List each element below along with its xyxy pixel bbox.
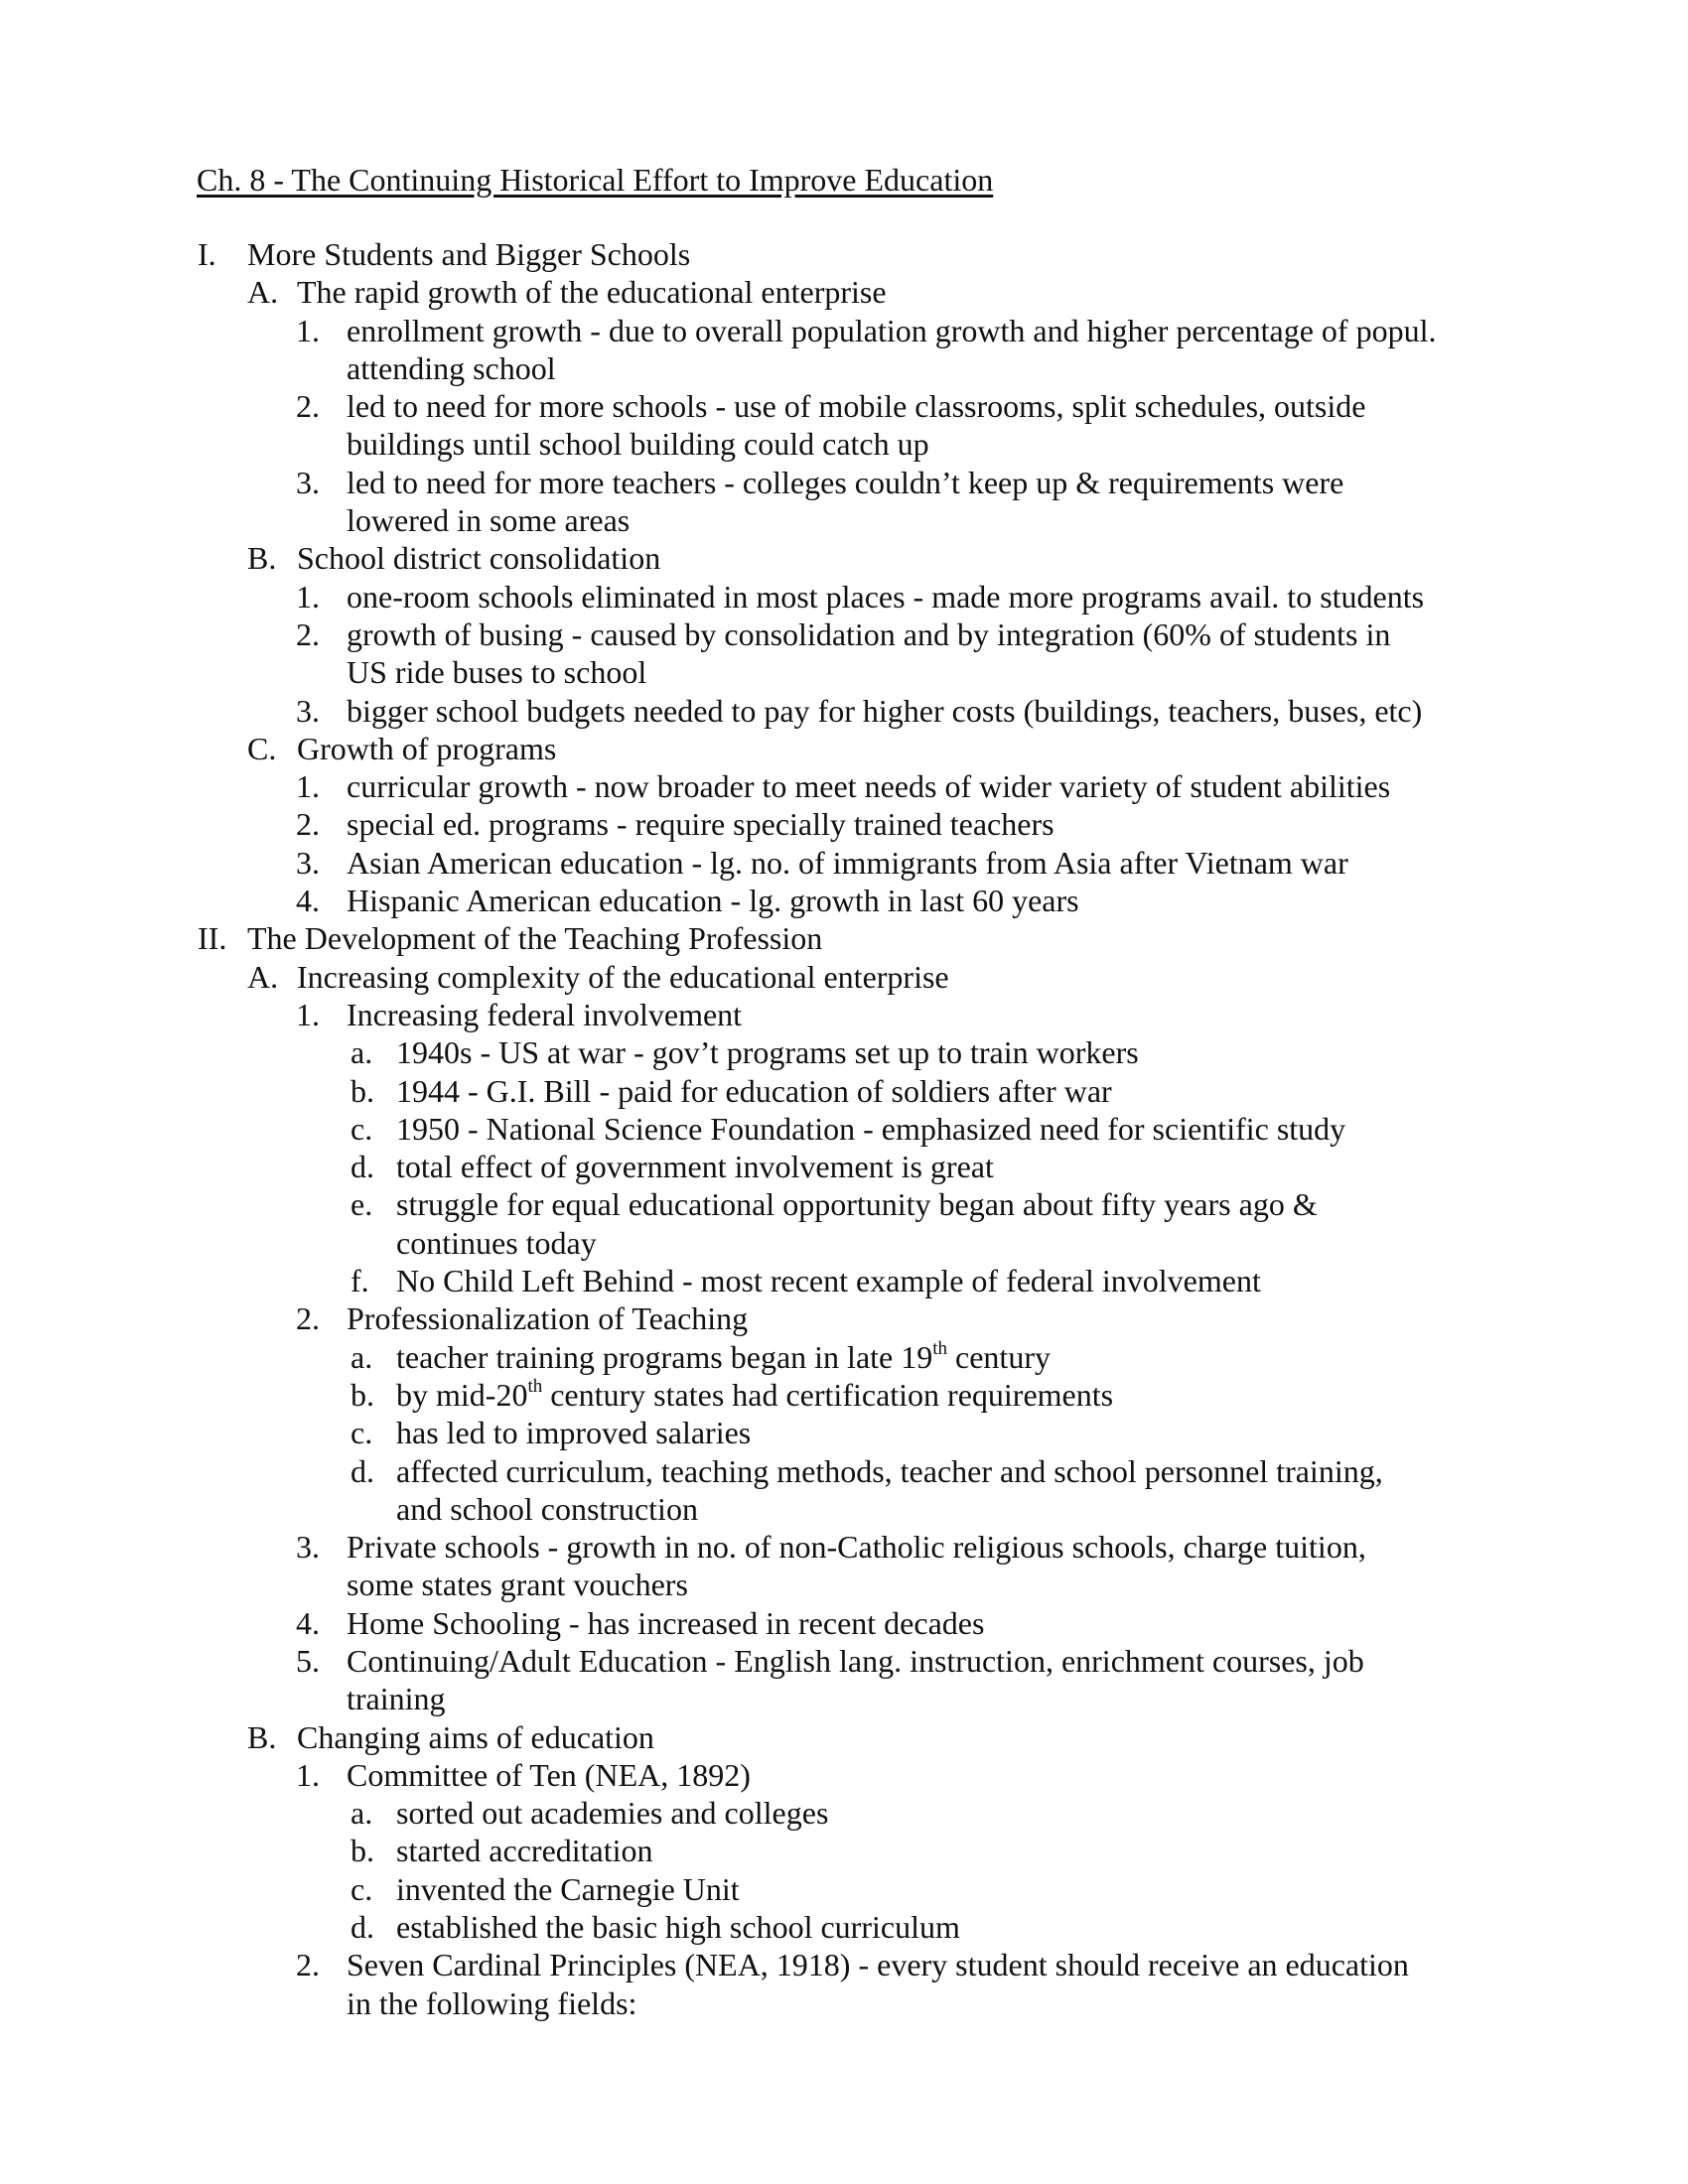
outline-text-line: Professionalization of Teaching — [347, 1300, 749, 1337]
outline-text-line: attending school — [347, 349, 556, 386]
outline-item-level-1 — [0, 235, 1688, 273]
outline-item-level-2 — [0, 539, 1688, 577]
superscript-text: th — [932, 1337, 948, 1359]
outline-text-line: started accreditation — [396, 1833, 653, 1869]
outline-item-level-4 — [0, 1338, 1688, 1376]
outline-item-level-3 — [0, 692, 1688, 730]
outline-marker: 3. — [296, 844, 320, 881]
outline-text-line: Private schools - growth in no. of non-Catholic religious schools, charge tuition, — [347, 1529, 1366, 1566]
outline-item-level-3 — [0, 882, 1688, 919]
outline-text-line: led to need for more teachers - colleges couldn’t keep up & requirements were — [347, 464, 1344, 500]
outline-marker: II. — [198, 920, 227, 957]
outline-text-line: and school construction — [396, 1490, 698, 1527]
outline-item-level-4 — [0, 1185, 1688, 1262]
outline-item-level-4 — [0, 1414, 1688, 1451]
outline-item-level-2 — [0, 958, 1688, 996]
outline-item-level-3 — [0, 578, 1688, 615]
outline-text-line: Growth of programs — [297, 730, 557, 766]
outline-item-level-3 — [0, 312, 1688, 388]
outline-text-line: buildings until school building could catch up — [347, 426, 929, 463]
outline-marker: 1. — [296, 1756, 320, 1793]
outline-text-line: some states grant vouchers — [347, 1567, 688, 1603]
outline-marker: 1. — [296, 768, 320, 805]
outline-text-line: Continuing/Adult Education - English lang. instruction, enrichment courses, job — [347, 1642, 1364, 1679]
outline-marker: b. — [351, 1072, 374, 1109]
outline-text-line: 1944 - G.I. Bill - paid for education of soldiers after war — [396, 1072, 1112, 1109]
outline-item-level-3 — [0, 464, 1688, 540]
outline-marker: B. — [247, 1718, 277, 1755]
outline-text-line: teacher training programs began in late 19th century — [396, 1337, 1051, 1375]
outline-text-line: curricular growth - now broader to meet needs of wider variety of student abilities — [347, 768, 1391, 805]
outline-item-level-3 — [0, 1299, 1688, 1337]
outline-marker: d. — [351, 1909, 374, 1946]
outline-text-line: More Students and Bigger Schools — [247, 236, 691, 272]
outline-text-line: Increasing complexity of the educational enterprise — [297, 958, 949, 995]
outline-marker: a. — [351, 1338, 373, 1375]
outline-item-level-3 — [0, 1642, 1688, 1718]
outline-item-level-3 — [0, 1604, 1688, 1642]
outline-text-line: has led to improved salaries — [396, 1415, 752, 1451]
outline-text-line: by mid-20th century states had certification requirements — [396, 1376, 1114, 1413]
outline-text-line: Increasing federal involvement — [347, 996, 743, 1032]
outline-text-line: School district consolidation — [297, 540, 661, 577]
outline-text-line: established the basic high school curriculum — [396, 1909, 960, 1946]
outline-marker: e. — [351, 1186, 373, 1223]
outline-marker: 2. — [296, 388, 320, 425]
outline-text-line: Asian American education - lg. no. of immigrants from Asia after Vietnam war — [347, 844, 1348, 881]
outline-marker: 2. — [296, 1300, 320, 1337]
outline-text-line: enrollment growth - due to overall population growth and higher percentage of popul. — [347, 312, 1437, 348]
outline-item-level-4 — [0, 1262, 1688, 1299]
outline-item-level-3 — [0, 1946, 1688, 2022]
outline-marker: a. — [351, 1795, 373, 1832]
outline-item-level-3 — [0, 844, 1688, 882]
outline-item-level-3 — [0, 767, 1688, 805]
outline-item-level-2 — [0, 1718, 1688, 1756]
outline-marker: 3. — [296, 1529, 320, 1566]
outline-item-level-1 — [0, 919, 1688, 957]
outline-item-level-3 — [0, 615, 1688, 692]
outline-text-line: Hispanic American education - lg. growth in last 60 years — [347, 883, 1079, 919]
outline-text-line: US ride buses to school — [347, 654, 647, 691]
outline-item-level-4 — [0, 1033, 1688, 1071]
outline-item-level-2 — [0, 730, 1688, 767]
outline-marker: d. — [351, 1452, 374, 1489]
outline-marker: c. — [351, 1870, 373, 1907]
outline-item-level-3 — [0, 805, 1688, 843]
outline-text-line: Seven Cardinal Principles (NEA, 1918) - every student should receive an education — [347, 1947, 1409, 1983]
outline-item-level-3 — [0, 1528, 1688, 1604]
outline-text-line: Changing aims of education — [297, 1718, 654, 1755]
outline-marker: 1. — [296, 578, 320, 614]
outline-text-line: special ed. programs - require specially trained teachers — [347, 806, 1055, 843]
outline-item-level-4 — [0, 1110, 1688, 1148]
outline-marker: B. — [247, 540, 277, 577]
outline-item-level-4 — [0, 1376, 1688, 1414]
outline-item-level-4 — [0, 1832, 1688, 1869]
outline-marker: b. — [351, 1833, 374, 1869]
outline-text-line: Committee of Ten (NEA, 1892) — [347, 1756, 751, 1793]
outline-marker: 5. — [296, 1642, 320, 1679]
outline-item-level-3 — [0, 387, 1688, 464]
outline-marker: c. — [351, 1110, 373, 1147]
outline-marker: f. — [351, 1263, 369, 1299]
outline-marker: 2. — [296, 615, 320, 652]
outline-marker: 2. — [296, 806, 320, 843]
outline-text-line: training — [347, 1681, 446, 1717]
outline-marker: c. — [351, 1415, 373, 1451]
outline-marker: C. — [247, 730, 277, 766]
outline-text-line: 1940s - US at war - gov’t programs set up to train workers — [396, 1034, 1139, 1071]
outline-marker: 4. — [296, 883, 320, 919]
outline-item-level-4 — [0, 1452, 1688, 1529]
outline-item-level-4 — [0, 1908, 1688, 1946]
outline-text-line: sorted out academies and colleges — [396, 1795, 829, 1832]
outline-text-line: in the following fields: — [347, 1984, 637, 2021]
outline-text-line: one-room schools eliminated in most places - made more programs avail. to students — [347, 578, 1425, 614]
outline-marker: b. — [351, 1376, 374, 1413]
outline-marker: d. — [351, 1149, 374, 1185]
outline-marker: a. — [351, 1034, 373, 1071]
outline-text-line: affected curriculum, teaching methods, teacher and school personnel training, — [396, 1452, 1383, 1489]
outline-item-level-3 — [0, 1756, 1688, 1794]
outline-text-line: continues today — [396, 1224, 597, 1261]
outline-marker: 2. — [296, 1947, 320, 1983]
outline-text-line: No Child Left Behind - most recent example of federal involvement — [396, 1263, 1261, 1299]
outline-marker: A. — [247, 274, 279, 311]
outline-marker: 4. — [296, 1604, 320, 1641]
outline-item-level-3 — [0, 996, 1688, 1033]
outline-item-level-2 — [0, 273, 1688, 311]
superscript-text: th — [527, 1376, 543, 1398]
outline-item-level-4 — [0, 1870, 1688, 1908]
outline-marker: I. — [198, 236, 216, 272]
outline-text-line: 1950 - National Science Foundation - emphasized need for scientific study — [396, 1110, 1346, 1147]
outline-list — [0, 235, 1688, 2022]
outline-text-line: Home Schooling - has increased in recent decades — [347, 1604, 985, 1641]
outline-text-line: led to need for more schools - use of mobile classrooms, split schedules, outside — [347, 388, 1366, 425]
outline-text-line: total effect of government involvement is great — [396, 1149, 994, 1185]
outline-text-line: struggle for equal educational opportunity began about fifty years ago & — [396, 1186, 1318, 1223]
outline-marker: A. — [247, 958, 279, 995]
outline-item-level-4 — [0, 1794, 1688, 1832]
outline-marker: 3. — [296, 464, 320, 500]
outline-text-line: growth of busing - caused by consolidation and by integration (60% of students in — [347, 615, 1391, 652]
outline-text-line: lowered in some areas — [347, 502, 631, 539]
page-title: Ch. 8 - The Continuing Historical Effort to Improve Education — [197, 162, 994, 198]
outline-text-line: bigger school budgets needed to pay for higher costs (buildings, teachers, buses, etc) — [347, 692, 1423, 729]
outline-text-line: invented the Carnegie Unit — [396, 1870, 740, 1907]
outline-text-line: The Development of the Teaching Profession — [247, 920, 823, 957]
outline-item-level-4 — [0, 1148, 1688, 1185]
outline-marker: 1. — [296, 996, 320, 1032]
outline-item-level-4 — [0, 1072, 1688, 1110]
outline-marker: 1. — [296, 312, 320, 348]
outline-text-line: The rapid growth of the educational enterprise — [297, 274, 887, 311]
outline-marker: 3. — [296, 692, 320, 729]
